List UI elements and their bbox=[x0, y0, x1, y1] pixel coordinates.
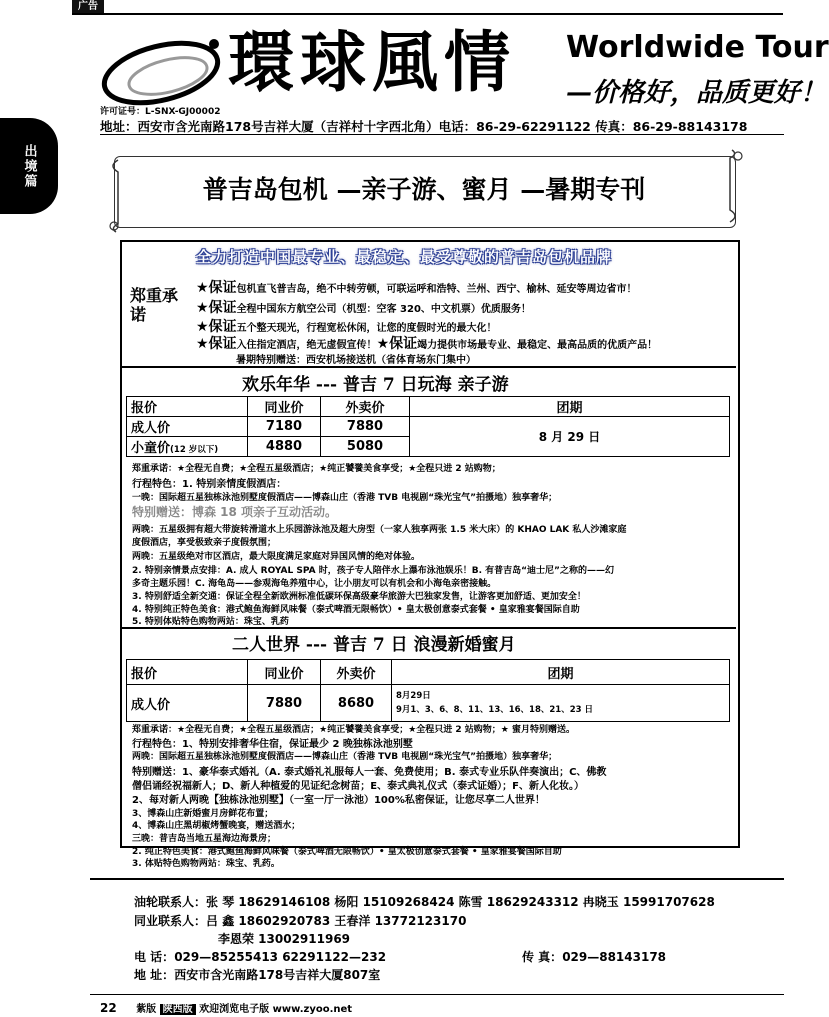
detail-line: 度假酒店，享受极致亲子度假氛围； bbox=[132, 538, 277, 548]
detail-line: 3. 体贴特色购物两站：珠宝、乳药。 bbox=[132, 859, 280, 869]
promise-label: 郑重承诺 bbox=[130, 286, 179, 324]
footer bbox=[100, 1000, 352, 1015]
detail-line: 2、每对新人两晚【独栋泳池别墅】（一室一厅一泳池）100%私密保证，让您尽享二人世界！ bbox=[132, 795, 545, 806]
header-peer: 同业价 bbox=[248, 660, 321, 685]
detail-line: 3、博森山庄新婚蜜月房鲜花布置； bbox=[132, 809, 274, 819]
tour1-price-table bbox=[126, 396, 730, 457]
brand-name-en: Worldwide Tour bbox=[566, 30, 829, 65]
detail-line: 两晚：国际超五星独栋泳池别墅度假酒店——博森山庄（香港 TVB 电视剧“珠光宝气”拍摄地）独享奢华； bbox=[132, 752, 558, 762]
section-divider bbox=[122, 366, 736, 368]
header-date: 团期 bbox=[410, 397, 730, 417]
top-rule bbox=[72, 13, 783, 15]
promise-line bbox=[196, 277, 637, 297]
promise-text: 五个整天现光，行程宽松休闲，让您的度假时光的最大化！ bbox=[236, 323, 497, 334]
header-price: 报价 bbox=[127, 660, 248, 685]
detail-line: 行程特色：1. 特别亲情度假酒店： bbox=[132, 479, 287, 490]
adult-label: 成人价 bbox=[127, 685, 248, 722]
tour-date: 9月1、3、6、8、11、13、16、18、21、23 日 bbox=[396, 705, 594, 715]
tour-date: 8月29日 bbox=[396, 691, 431, 701]
address-text: 西安市含光南路178号吉祥大厦807室 bbox=[174, 968, 381, 982]
detail-line: 一晚：国际超五星独栋泳池别墅度假酒店——博森山庄（香港 TVB 电视剧“珠光宝气”拍摄地）独享奢华； bbox=[132, 493, 558, 503]
oil-contacts bbox=[134, 893, 715, 910]
banner-title: 普吉岛包机 —亲子游、蜜月 —暑期专刊 bbox=[202, 175, 646, 204]
peer-contacts bbox=[134, 912, 466, 929]
brand-slogan: —价格好，品质更好！ bbox=[566, 78, 827, 108]
tour1-title: 欢乐年华 --- 普吉 7 日玩海 亲子游 bbox=[242, 375, 509, 395]
summer-gift: 暑期特别赠送：西安机场接送机（省体育场东门集中） bbox=[236, 355, 476, 366]
detail-line: 4. 特别纯正特色美食：港式鲍鱼海鲜风味餐（泰式啤酒无限畅饮）• 皇太极创意泰式套餐 • 皇家雅宴餐国际自助 bbox=[132, 605, 580, 615]
brand-name-cn: 環球風情 bbox=[228, 23, 516, 101]
child-peer-price: 4880 bbox=[248, 437, 321, 457]
contact-label: 同业联系人： bbox=[134, 914, 207, 928]
license-number: 许可证号：L-SNX-GJ00002 bbox=[100, 107, 221, 117]
brand-logo-icon bbox=[98, 36, 224, 106]
tour-dates-cell bbox=[392, 685, 730, 722]
promise-keyword: ★保证 bbox=[196, 319, 237, 335]
detail-line: 行程特色：1、特别安排奢华住宿，保证最少 2 晚独栋泳池别墅 bbox=[132, 739, 413, 750]
adult-peer-price: 7880 bbox=[248, 685, 321, 722]
promise-text: 全程中国东方航空公司（机型：空客 320、中文机票）优质服务！ bbox=[236, 304, 531, 315]
contact-label: 传 真： bbox=[522, 950, 563, 964]
header-retail: 外卖价 bbox=[321, 660, 392, 685]
detail-line: 两晚：五星级拥有超大带旋转滑道水上乐园游泳池及超大房型（一家人独享两张 1.5 米大床）的 KHAO LAK 私人沙滩家庭 bbox=[132, 525, 627, 535]
contact-label: 电 话： bbox=[134, 950, 175, 964]
child-note: (12 岁以下) bbox=[170, 445, 219, 455]
adult-label: 成人价 bbox=[127, 417, 248, 437]
child-label-cell bbox=[127, 437, 248, 457]
detail-line: 4、博森山庄黑胡椒烤蟹晚宴，赠送酒水； bbox=[132, 821, 301, 831]
footer-divider bbox=[90, 994, 784, 995]
promise-keyword: ★保证 bbox=[196, 336, 237, 352]
promise-line bbox=[196, 333, 657, 353]
detail-line: 多奇主题乐园！C. 海龟岛——参观海龟养殖中心，让小朋友可以有机会和小海龟亲密接触。 bbox=[132, 579, 497, 589]
adult-retail-price: 7880 bbox=[321, 417, 410, 437]
detail-line: 郑重承诺：★全程无自费；★全程五星级酒店；★纯正饕餮美食享受；★全程只进 2 站购物；★ 蜜月特别赠送。 bbox=[132, 725, 576, 735]
footer-text: 欢迎浏览电子版 www.zyoo.net bbox=[199, 1004, 353, 1015]
detail-line: 郑重承诺：★全程无自费；★全程五星级酒店；★纯正饕餮美食享受；★全程只进 2 站购物； bbox=[132, 464, 501, 474]
child-retail-price: 5080 bbox=[321, 437, 410, 457]
ad-tag: 广告 bbox=[72, 0, 104, 14]
tour-date: 8 月 29 日 bbox=[410, 417, 730, 457]
detail-line: 两晚：五星级绝对市区酒店，最大限度满足家庭对异国风情的绝对体验。 bbox=[132, 552, 421, 562]
peer-contacts-2: 李恩荣 13002911969 bbox=[218, 932, 351, 946]
detail-line: 特别赠送：1、豪华泰式婚礼（A. 泰式婚礼礼服每人一套、免费使用；B. 泰式专业乐队伴奏演出；C、佛教 bbox=[132, 767, 607, 778]
contacts-divider bbox=[90, 878, 784, 880]
address-line bbox=[134, 966, 380, 983]
header-retail: 外卖价 bbox=[321, 397, 410, 417]
edition-label: 紫版 bbox=[136, 1004, 157, 1015]
detail-line: 3. 特别舒适全新交通：保证全程全新欧洲标准低碳环保高级豪华旅游大巴独家发售，让游客更加舒适、更加安全！ bbox=[132, 592, 586, 602]
header-price: 报价 bbox=[127, 397, 248, 417]
magazine-badge: 陕西版 bbox=[160, 1004, 196, 1015]
side-section-tab bbox=[0, 118, 58, 214]
child-label: 小童价 bbox=[131, 441, 171, 456]
promise-keyword: ★保证 bbox=[376, 336, 418, 352]
promise-line bbox=[196, 297, 531, 317]
detail-line: 僧侣诵经祝福新人；D、新人种植爱的见证纪念树苗；E、泰式典礼仪式（泰式证婚）；F、新人化妆。） bbox=[132, 781, 584, 792]
header-date: 团期 bbox=[392, 660, 730, 685]
fax-line bbox=[522, 948, 666, 965]
promise-text: 包机直飞普吉岛，绝不中转劳顿，可联运呼和浩特、兰州、西宁、榆林、延安等周边省市！ bbox=[236, 284, 637, 295]
detail-line: 2. 特别亲情景点安排：A. 成人 ROYAL SPA 时，孩子专人陪伴水上瀑布泳池娱乐！B. 有普吉岛“迪士尼”之称的——幻 bbox=[132, 566, 614, 576]
phone-number: 029—85255413 62291122—232 bbox=[174, 950, 387, 964]
side-tab-label: 出境篇 bbox=[21, 143, 37, 189]
promise-text: 入住指定酒店，绝无虚假宣传！ bbox=[236, 340, 377, 351]
detail-line: 特别赠送：博森 18 项亲子互动活动。 bbox=[132, 505, 338, 519]
company-address: 地址：西安市含光南路178号吉祥大厦（吉祥村十字西北角）电话：86-29-62291122 传真：86-29-88143178 bbox=[100, 119, 748, 134]
contact-label: 地 址： bbox=[134, 968, 175, 982]
promise-text: 竭力提供市场最专业、最稳定、最高品质的优质产品！ bbox=[417, 340, 658, 351]
tour2-price-table bbox=[126, 659, 730, 722]
adult-peer-price: 7180 bbox=[248, 417, 321, 437]
detail-line: 2. 纯正特色美食：港式鲍鱼海鲜风味餐（泰式啤酒无限畅饮）• 皇太极创意泰式套餐 • 皇家雅宴餐国际自助 bbox=[132, 847, 562, 857]
contact-label: 油轮联系人： bbox=[134, 895, 207, 909]
contact-people: 吕 鑫 18602920783 王春洋 13772123170 bbox=[206, 914, 467, 928]
phone-line bbox=[134, 948, 386, 965]
contact-people: 张 琴 18629146108 杨阳 15109268424 陈雪 18629243312 冉晓玉 15991707628 bbox=[206, 895, 715, 909]
header-divider bbox=[100, 134, 784, 135]
adult-retail-price: 8680 bbox=[321, 685, 392, 722]
promise-keyword: ★保证 bbox=[196, 280, 237, 296]
promise-keyword: ★保证 bbox=[196, 300, 237, 316]
page-number: 22 bbox=[100, 1001, 117, 1015]
header-peer: 同业价 bbox=[248, 397, 321, 417]
headline: 全力打造中国最专业、最稳定、最受尊敬的普吉岛包机品牌 bbox=[196, 248, 613, 266]
detail-line: 5. 特别体贴特色购物两站：珠宝、乳药 bbox=[132, 617, 289, 627]
fax-number: 029—88143178 bbox=[562, 950, 667, 964]
section-divider bbox=[122, 627, 736, 629]
tour2-title: 二人世界 --- 普吉 7 日 浪漫新婚蜜月 bbox=[232, 635, 516, 655]
detail-line: 三晚：普吉岛当地五星海边海景房； bbox=[132, 834, 277, 844]
